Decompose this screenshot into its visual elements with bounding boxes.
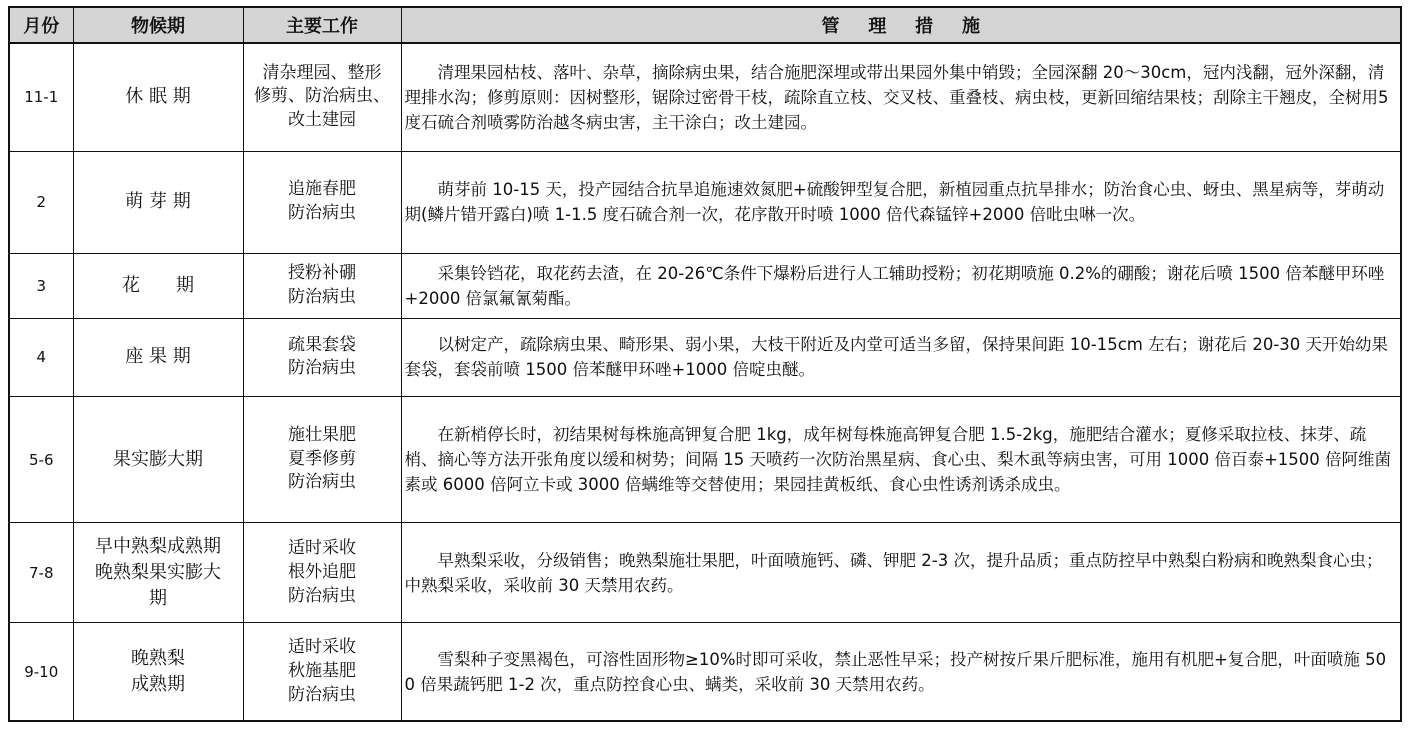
header-work: 主要工作	[243, 7, 401, 43]
measures-cell: 萌芽前 10-15 天，投产园结合抗旱追施速效氮肥+硫酸钾型复合肥，新植园重点抗旱排水；防治食心虫、蚜虫、黑星病等，芽萌动期(鳞片错开露白)喷 1-1.5 度石硫合剂一次，花序散开时喷 1000 倍代森锰锌+2000 倍吡虫啉一次。	[401, 151, 1401, 253]
month-cell: 11-1	[9, 43, 73, 151]
header-measures	[401, 7, 1401, 43]
measures-cell: 早熟梨采收，分级销售；晚熟梨施壮果肥，叶面喷施钙、磷、钾肥 2-3 次，提升品质；重点防控早中熟梨白粉病和晚熟梨食心虫；中熟梨采收，采收前 30 天禁用农药。	[401, 523, 1401, 623]
measures-cell: 雪梨种子变黑褐色，可溶性固形物≥10%时即可采收，禁止恶性早采；投产树按斤果斤肥标准，施用有机肥+复合肥，叶面喷施 500 倍果蔬钙肥 1-2 次，重点防控食心虫、螨类，采收前 30 天禁用农药。	[401, 623, 1401, 721]
table-body	[9, 43, 1401, 721]
work-line: 防治病虫	[288, 585, 356, 606]
work-line: 防治病虫	[288, 203, 356, 224]
management-table-wrapper	[8, 6, 1400, 722]
work-line: 授粉补硼	[288, 263, 356, 284]
work-line: 夏季修剪	[288, 448, 356, 469]
header-measures-label: 管理措施	[821, 16, 1009, 37]
phase-line: 萌 芽 期	[125, 191, 191, 213]
month-cell: 4	[9, 319, 73, 397]
month-cell: 9-10	[9, 623, 73, 721]
phase-cell	[73, 253, 243, 318]
table-row	[9, 623, 1401, 721]
work-line: 清杂理园、整形	[262, 62, 382, 83]
work-line: 疏果套袋	[288, 334, 356, 355]
phase-line: 晚熟梨	[131, 647, 185, 669]
work-line: 改土建园	[288, 110, 356, 131]
work-line: 秋施基肥	[288, 660, 356, 681]
work-line: 根外追肥	[288, 562, 356, 582]
month-cell: 5-6	[9, 396, 73, 523]
phase-cell	[73, 151, 243, 253]
table-row	[9, 151, 1401, 253]
month-cell: 7-8	[9, 523, 73, 623]
header-row	[9, 7, 1401, 43]
phase-line: 期	[149, 587, 167, 609]
work-cell	[243, 43, 401, 151]
month-cell: 2	[9, 151, 73, 253]
pear-management-table	[8, 6, 1402, 722]
measures-cell: 以树定产，疏除病虫果、畸形果、弱小果，大枝干附近及内堂可适当多留，保持果间距 10-15cm 左右；谢花后 20-30 天开始幼果套袋，套袋前喷 1500 倍苯醚甲环唑+1000 倍啶虫醚。	[401, 319, 1401, 397]
work-cell	[243, 396, 401, 523]
work-line: 防治病虫	[288, 358, 356, 379]
work-line: 防治病虫	[288, 684, 356, 705]
phase-line: 休 眠 期	[125, 86, 191, 108]
measures-cell: 采集铃铛花，取花药去渣，在 20-26℃条件下爆粉后进行人工辅助授粉；初花期喷施 0.2%的硼酸；谢花后喷 1500 倍苯醚甲环唑+2000 倍氯氟氰菊酯。	[401, 253, 1401, 318]
measures-cell: 清理果园枯枝、落叶、杂草，摘除病虫果，结合施肥深埋或带出果园外集中销毁；全园深翻 20～30cm，冠内浅翻，冠外深翻，清理排水沟；修剪原则：因树整形，锯除过密骨干枝，疏除直立枝、交叉枝、重叠枝、病虫枝，更新回缩结果枝；刮除主干翘皮，全树用5度石硫合剂喷雾防治越冬病虫害，主干涂白；改土建园。	[401, 43, 1401, 151]
measures-cell: 在新梢停长时，初结果树每株施高钾复合肥 1kg，成年树每株施高钾复合肥 1.5-2kg，施肥结合灌水；夏修采取拉枝、抹芽、疏梢、摘心等方法开张角度以缓和树势；间隔 15 天喷药一次防治黑星病、食心虫、梨木虱等病虫害，可用 1000 倍百泰+1500 倍阿维菌素或 6000 倍阿立卡或 3000 倍螨维等交替使用；果园挂黄板纸、食心虫性诱剂诱杀成虫。	[401, 396, 1401, 523]
work-cell	[243, 523, 401, 623]
table-row	[9, 43, 1401, 151]
phase-cell	[73, 43, 243, 151]
work-cell	[243, 623, 401, 721]
work-cell	[243, 253, 401, 318]
work-cell	[243, 319, 401, 397]
phase-cell	[73, 523, 243, 623]
phase-line: 果实膨大期	[113, 448, 203, 470]
phase-line: 座 果 期	[125, 346, 191, 368]
work-line: 适时采收	[288, 538, 356, 559]
phase-line: 花 期	[122, 274, 194, 296]
table-row	[9, 523, 1401, 623]
table-row	[9, 319, 1401, 397]
phase-cell	[73, 623, 243, 721]
work-cell	[243, 151, 401, 253]
header-phase: 物候期	[73, 7, 243, 43]
table-row	[9, 396, 1401, 523]
work-line: 防治病虫	[288, 472, 356, 493]
header-month: 月份	[9, 7, 73, 43]
phase-line: 成熟期	[131, 673, 185, 695]
phase-line: 早中熟梨成熟期	[95, 535, 221, 557]
table-row	[9, 253, 1401, 318]
phase-cell	[73, 396, 243, 523]
phase-line: 晚熟梨果实膨大	[95, 561, 221, 583]
phase-cell	[73, 319, 243, 397]
month-cell: 3	[9, 253, 73, 318]
work-line: 修剪、防治病虫、	[254, 86, 390, 107]
work-line: 适时采收	[288, 637, 356, 658]
work-line: 施壮果肥	[288, 424, 356, 445]
work-line: 追施春肥	[288, 179, 356, 200]
work-line: 防治病虫	[288, 287, 356, 307]
